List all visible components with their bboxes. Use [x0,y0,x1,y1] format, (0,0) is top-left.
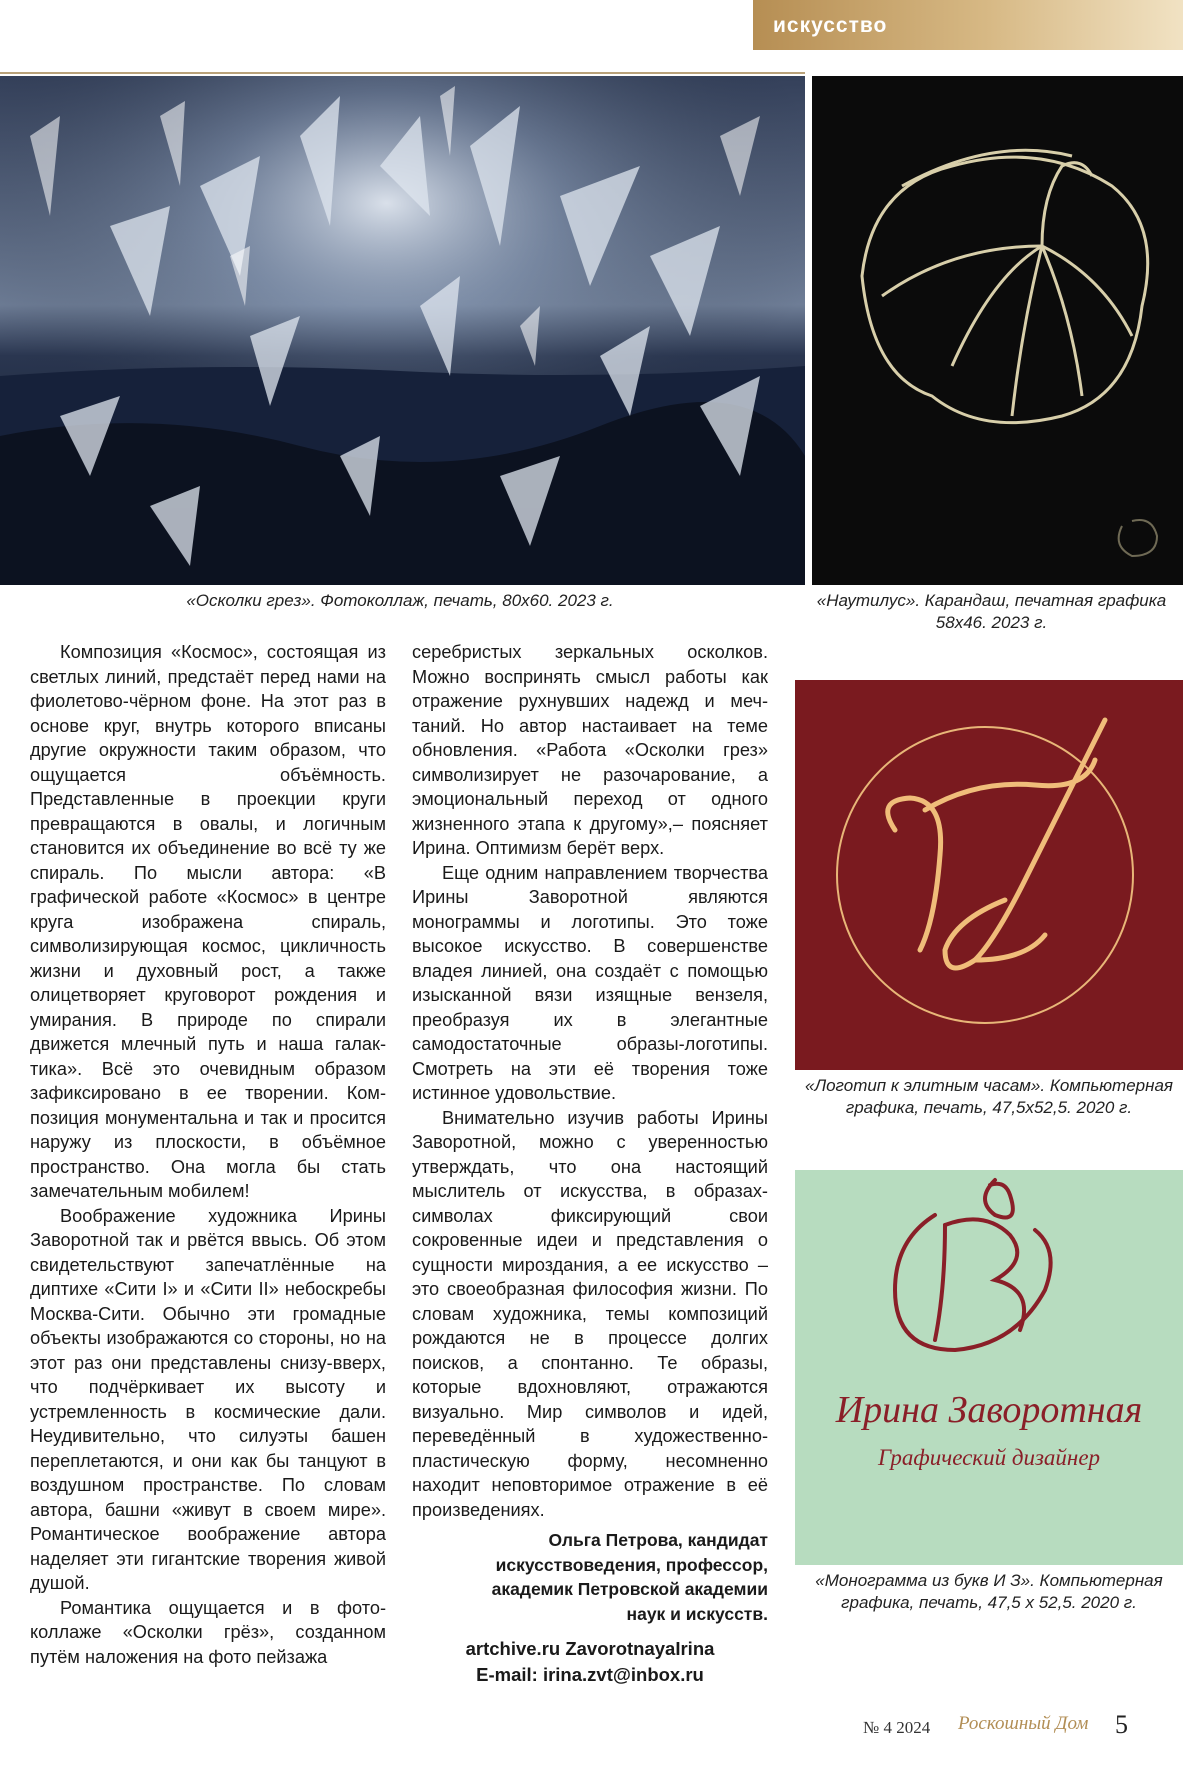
author-signature [412,1528,768,1626]
paragraph: Романтика ощущается и в фотоколлаже «Осколки грёз», созданном путём наложения на фото пейзажа [30,1597,386,1667]
monogram-caption: «Монограмма из букв И З». Компьютерная графика, печать, 47,5 х 52,5. 2020 г. [815,1571,1163,1612]
nautilus-artwork [812,76,1183,585]
monogram-name: Ирина Заворотная [835,1389,1143,1431]
paragraph: Внимательно изучив работы Ирины Заворотной, можно с уверенностью утверждать, что она настоящий мыслитель от искусства, в образах-символах фиксирующий свои сокровенные идеи и представления о сущности мироздания, а ее искусство – это своеобразная философия жизни. По словам художника, темы композиций рождаются не в процессе долгих поисков, а спонтанно. Те образы, которые вдохновляют, отражаются визуально. Мир символов и идей, переведённый в художественно-пластическую форму, несомненно находит неповторимое отражение в её произведениях. [412,1107,768,1520]
article-column-2 [412,640,768,1522]
shards-photo [0,76,805,585]
monogram-subtitle: Графический дизайнер [877,1445,1101,1470]
contacts [412,1636,768,1688]
article-column-1 [30,640,386,1669]
signature-line: Ольга Петрова, кандидат [548,1530,768,1550]
signature-line: наук и искусств. [626,1603,768,1624]
watch-logo-caption: «Логотип к элитным часам». Компьютерная графика, печать, 47,5х52,5. 2020 г. [804,1076,1173,1117]
page-number: 5 [1115,1710,1128,1739]
paragraph: серебристых зеркальных осколков. Можно воспринять смысл работы как отражение рухнувших надежд и мечтаний. Но автор настаивает на теме обновления. «Работа «Осколки грез» символизирует не разочарование, а эмоциональный переход от одного жизненного этапа к другому»,– поясняет Ирина. Оптимизм берёт верх. [412,642,768,858]
signature-line: академик Петровской академии [491,1579,768,1599]
header-rule [0,72,805,74]
email-link[interactable]: E-mail: irina.zvt@inbox.ru [476,1664,704,1685]
artchive-link[interactable]: artchive.ru ZavorotnayaIrina [465,1638,715,1659]
paragraph: Еще одним направлением творчества Ирины Заворотной являются монограммы и логотипы. Это тоже высокое искусство. В совершенстве владея линией, она создаёт с помощью изысканной вязи изящные вензеля, преобразуя их в элегантные самодостаточные образы-логотипы. Смотреть на эти её творения тоже истинное удовольствие. [412,862,768,1103]
section-tab [753,0,1183,50]
nautilus-photo [812,76,1183,585]
section-label: искусство [773,14,888,37]
shards-artwork [0,76,805,585]
issue-number: № 4 2024 [863,1718,931,1737]
paragraph: Композиция «Космос», состоящая из светлых линий, предстаёт перед нами на фиолетово-чёрном фоне. На этот раз в основе круг, внутрь которого вписаны другие окружности таким образом, что ощущается объёмность. Представленные в проекции круги превращаются в овалы, и логичным становится их объединение во всё ту же спираль. По мысли автора: «В графической работе «Космос» в центре круга изображена спираль, символизирующая космос, цикличность жизни и духовный рост, а также олицетворяет круговорот рождения и умирания. В природе по спирали движется млечный путь и наша галактика». Всё это очевидным образом зафиксировано в ее творении. Композиция монументальна и так и просится наружу из плоскости, в объёмное пространство. Она могла бы стать замечательным мобилем! [30,642,386,1201]
monogram-artwork [795,1170,1183,1385]
watch-logo-image [795,680,1183,1070]
paragraph: Воображение художника Ирины Заворотной так и рвётся ввысь. Об этом свидетельствуют запечатлённые на диптихе «Сити I» и «Сити II» небоскребы Москва-Сити. Обычно эти громадные объекты изображаются со стороны, но на этот раз они представлены снизу-вверх, что подчёркивает их высоту и устремленность в космические дали. Неудивительно, что силуэты башен переплетаются, и они как бы танцуют в воздушном пространстве. По словам автора, башни «живут в своем мире». Романтическое воображение автора наделяет эти гигантские творения живой душой. [30,1205,386,1593]
shards-caption: «Осколки грез». Фотоколлаж, печать, 80х60. 2023 г. [186,591,614,610]
watch-logo-artwork [795,680,1183,1070]
signature-line: искусствоведения, профессор, [495,1554,768,1575]
magazine-logo: Роскошный Дом [958,1713,1089,1734]
nautilus-caption: «Наутилус». Карандаш, печатная графика 58х46. 2023 г. [816,591,1167,632]
monogram-image [795,1170,1183,1565]
